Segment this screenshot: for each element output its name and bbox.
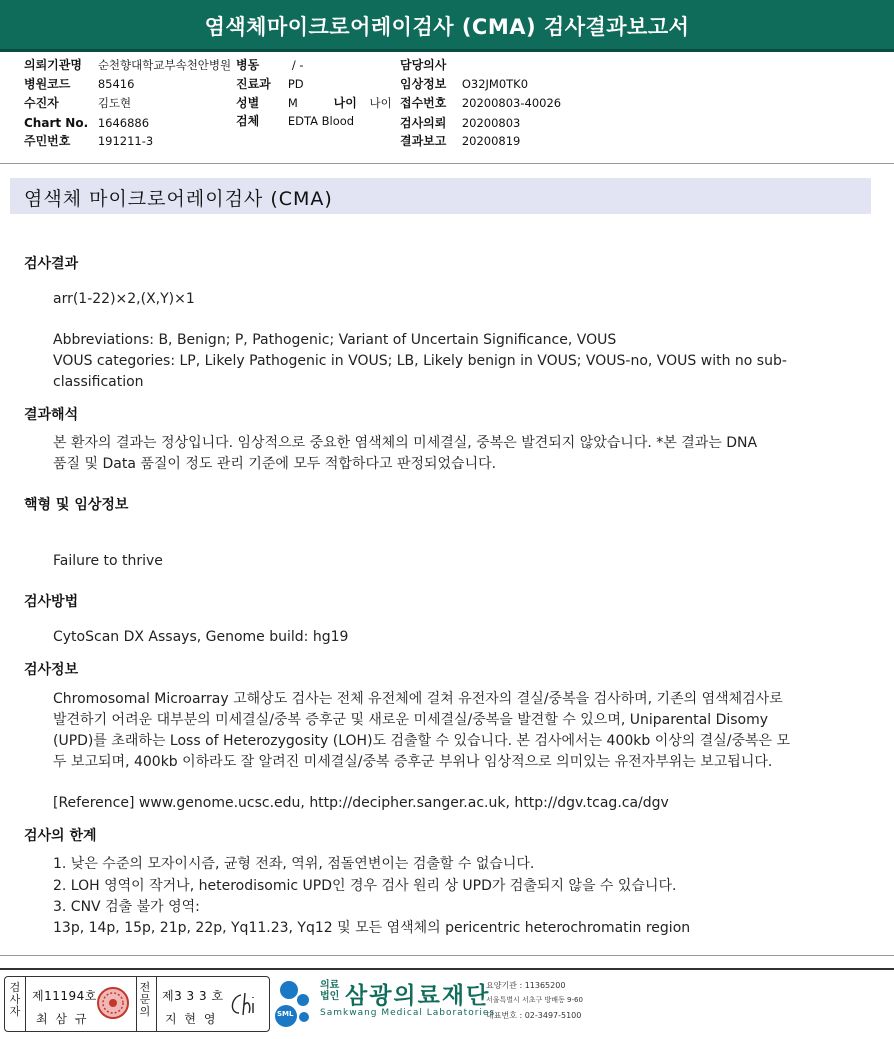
chart-label: Chart No. bbox=[24, 116, 89, 130]
doctor-row bbox=[400, 56, 462, 74]
karyotype-text: arr(1-22)×2,(X,Y)×1 bbox=[53, 291, 195, 307]
specimen-value: EDTA Blood bbox=[287, 114, 355, 128]
limits-line-1: 1. 낮은 수준의 모자이시즘, 균형 전좌, 역위, 점돌연변이는 검출할 수 없습니다. bbox=[53, 856, 535, 872]
interpretation-line-2: 품질 및 Data 품질이 정도 관리 기준에 모두 적합하다고 판정되었습니다. bbox=[53, 456, 497, 472]
info-divider bbox=[0, 163, 894, 164]
interpretation-heading: 결과해석 bbox=[24, 407, 79, 423]
patient-info-block bbox=[0, 55, 894, 163]
test-info-line-3: (UPD)를 초래하는 Loss of Heterozygosity (LOH)도 검출할 수 있습니다. 본 검사에서는 400kb 이상의 결실/중복은 모 bbox=[53, 733, 791, 749]
method-text: CytoScan DX Assays, Genome build: hg19 bbox=[53, 629, 349, 645]
test-info-line-2: 발견하기 어려운 대부분의 미세결실/중복 증후군 및 새로운 미세결실/중복을 발견할 수 있으며, Uniparental Disomy bbox=[53, 712, 769, 728]
limits-line-2: 2. LOH 영역이 작거나, heterodisomic UPD인 경우 검사 원리 상 UPD가 검출되지 않을 수 있습니다. bbox=[53, 878, 677, 894]
tester-label: 검사자 bbox=[9, 981, 21, 1018]
institution-label: 의뢰기관명 bbox=[24, 58, 82, 72]
method-heading: 검사방법 bbox=[24, 594, 79, 610]
limits-line-4: 13p, 14p, 15p, 21p, 22p, Yq11.23, Yq12 및 모든 염색체의 pericentric heterochromatin region bbox=[53, 920, 691, 936]
clinical-info-label: 임상정보 bbox=[400, 77, 447, 91]
clinical-info-value: O32JM0TK0 bbox=[461, 77, 529, 91]
patient-value: 김도현 bbox=[97, 96, 132, 110]
tester-number: 제11194호 bbox=[32, 989, 97, 1003]
result-heading: 검사결과 bbox=[24, 256, 79, 272]
test-info-line-4: 두 보고되며, 400kb 이하라도 잘 알려진 미세결실/중복 증후군 부위나 임상적으로 의미있는 유전자부위는 보고됩니다. bbox=[53, 754, 773, 770]
hospital-code-label: 병원코드 bbox=[24, 77, 71, 91]
id-row bbox=[24, 132, 153, 150]
report-title: 염색체마이크로어레이검사 (CMA) 검사결과보고서 bbox=[204, 15, 690, 39]
footer-divider-2 bbox=[0, 968, 894, 970]
patient-label: 수진자 bbox=[24, 96, 59, 110]
clinical-info-row bbox=[400, 75, 528, 93]
signature-icon bbox=[227, 989, 265, 1019]
specimen-row bbox=[236, 112, 354, 130]
org-tel: 대표번호 : 02-3497-5100 bbox=[486, 1011, 582, 1020]
chart-value: 1646886 bbox=[97, 116, 150, 130]
clinical-heading: 핵형 및 임상정보 bbox=[24, 497, 129, 513]
report-date-label: 결과보고 bbox=[400, 134, 447, 148]
sex-label: 성별 bbox=[236, 96, 260, 110]
official-seal-icon bbox=[96, 986, 130, 1020]
doctor-label: 담당의사 bbox=[400, 58, 447, 72]
receipt-row bbox=[400, 94, 561, 112]
org-english-name: Samkwang Medical Laboratories bbox=[320, 1008, 496, 1018]
specialist-label: 전문의 bbox=[139, 981, 151, 1018]
org-prefix: 의료법인 bbox=[320, 980, 340, 1002]
footer-divider-1 bbox=[0, 955, 894, 956]
abbrev-line-3: classification bbox=[53, 374, 144, 390]
section-title: 염색체 마이크로어레이검사 (CMA) bbox=[24, 188, 333, 210]
abbrev-line-2: VOUS categories: LP, Likely Pathogenic in VOUS; LB, Likely benign in VOUS; VOUS-no, VOUS with no sub- bbox=[53, 353, 787, 369]
interpretation-line-1: 본 환자의 결과는 정상입니다. 임상적으로 중요한 염색체의 미세결실, 중복은 발견되지 않았습니다. *본 결과는 DNA bbox=[53, 435, 758, 451]
sml-logo-icon bbox=[272, 978, 318, 1028]
logo-badge-text: SML bbox=[277, 1010, 294, 1018]
sex-value: M bbox=[287, 96, 298, 110]
limits-line-3: 3. CNV 검출 불가 영역: bbox=[53, 899, 200, 915]
institution-row bbox=[24, 56, 231, 74]
report-header-bar bbox=[0, 0, 894, 52]
report-date-value: 20200819 bbox=[461, 134, 521, 148]
dept-label: 진료과 bbox=[236, 77, 271, 91]
clinical-text: Failure to thrive bbox=[53, 553, 163, 569]
specimen-label: 검체 bbox=[236, 114, 260, 128]
test-info-line-1: Chromosomal Microarray 고해상도 검사는 전체 유전체에 걸쳐 유전자의 결실/중복을 검사하며, 기존의 염색체검사로 bbox=[53, 691, 783, 707]
abbrev-line-1: Abbreviations: B, Benign; P, Pathogenic; Variant of Uncertain Significance, VOUS bbox=[53, 332, 617, 348]
divider-a bbox=[25, 977, 26, 1031]
id-label: 주민번호 bbox=[24, 134, 71, 148]
request-row bbox=[400, 114, 520, 132]
dept-value: PD bbox=[287, 77, 304, 91]
test-info-heading: 검사정보 bbox=[24, 662, 79, 678]
institution-value: 순천향대학교부속천안병원 bbox=[97, 58, 232, 72]
chart-row bbox=[24, 114, 149, 132]
request-label: 검사의뢰 bbox=[400, 116, 447, 130]
divider-b bbox=[136, 977, 137, 1031]
reference-text: [Reference] www.genome.ucsc.edu, http://decipher.sanger.ac.uk, http://dgv.tcag.ca/dgv bbox=[53, 795, 669, 811]
sex-row bbox=[236, 94, 392, 112]
report-date-row bbox=[400, 132, 520, 150]
patient-row bbox=[24, 94, 131, 112]
org-code: 요양기관 : 11365200 bbox=[486, 981, 566, 990]
specialist-number: 제3 3 3 호 bbox=[162, 989, 224, 1003]
ward-value: / - bbox=[291, 58, 304, 72]
hospital-code-value: 85416 bbox=[97, 77, 135, 91]
receipt-label: 접수번호 bbox=[400, 96, 447, 110]
footer bbox=[0, 972, 894, 1039]
age-label: 나이 bbox=[333, 96, 357, 110]
ward-row bbox=[236, 56, 304, 74]
receipt-value: 20200803-40026 bbox=[461, 96, 562, 110]
id-value: 191211-3 bbox=[97, 134, 154, 148]
ward-label: 병동 bbox=[236, 58, 260, 72]
specialist-name: 지 현 영 bbox=[165, 1012, 218, 1026]
age-value: 나이 bbox=[369, 96, 392, 110]
divider-c bbox=[156, 977, 157, 1031]
org-name: 삼광의료재단 bbox=[345, 983, 491, 1009]
hospital-code-row bbox=[24, 75, 134, 93]
section-title-box bbox=[10, 178, 871, 214]
limits-heading: 검사의 한계 bbox=[24, 828, 97, 844]
signature-box bbox=[4, 976, 270, 1032]
org-address: 서울특별시 서초구 방배동 9-60 bbox=[486, 996, 583, 1004]
request-value: 20200803 bbox=[461, 116, 521, 130]
dept-row bbox=[236, 75, 304, 93]
tester-name: 최 삼 규 bbox=[36, 1012, 89, 1026]
